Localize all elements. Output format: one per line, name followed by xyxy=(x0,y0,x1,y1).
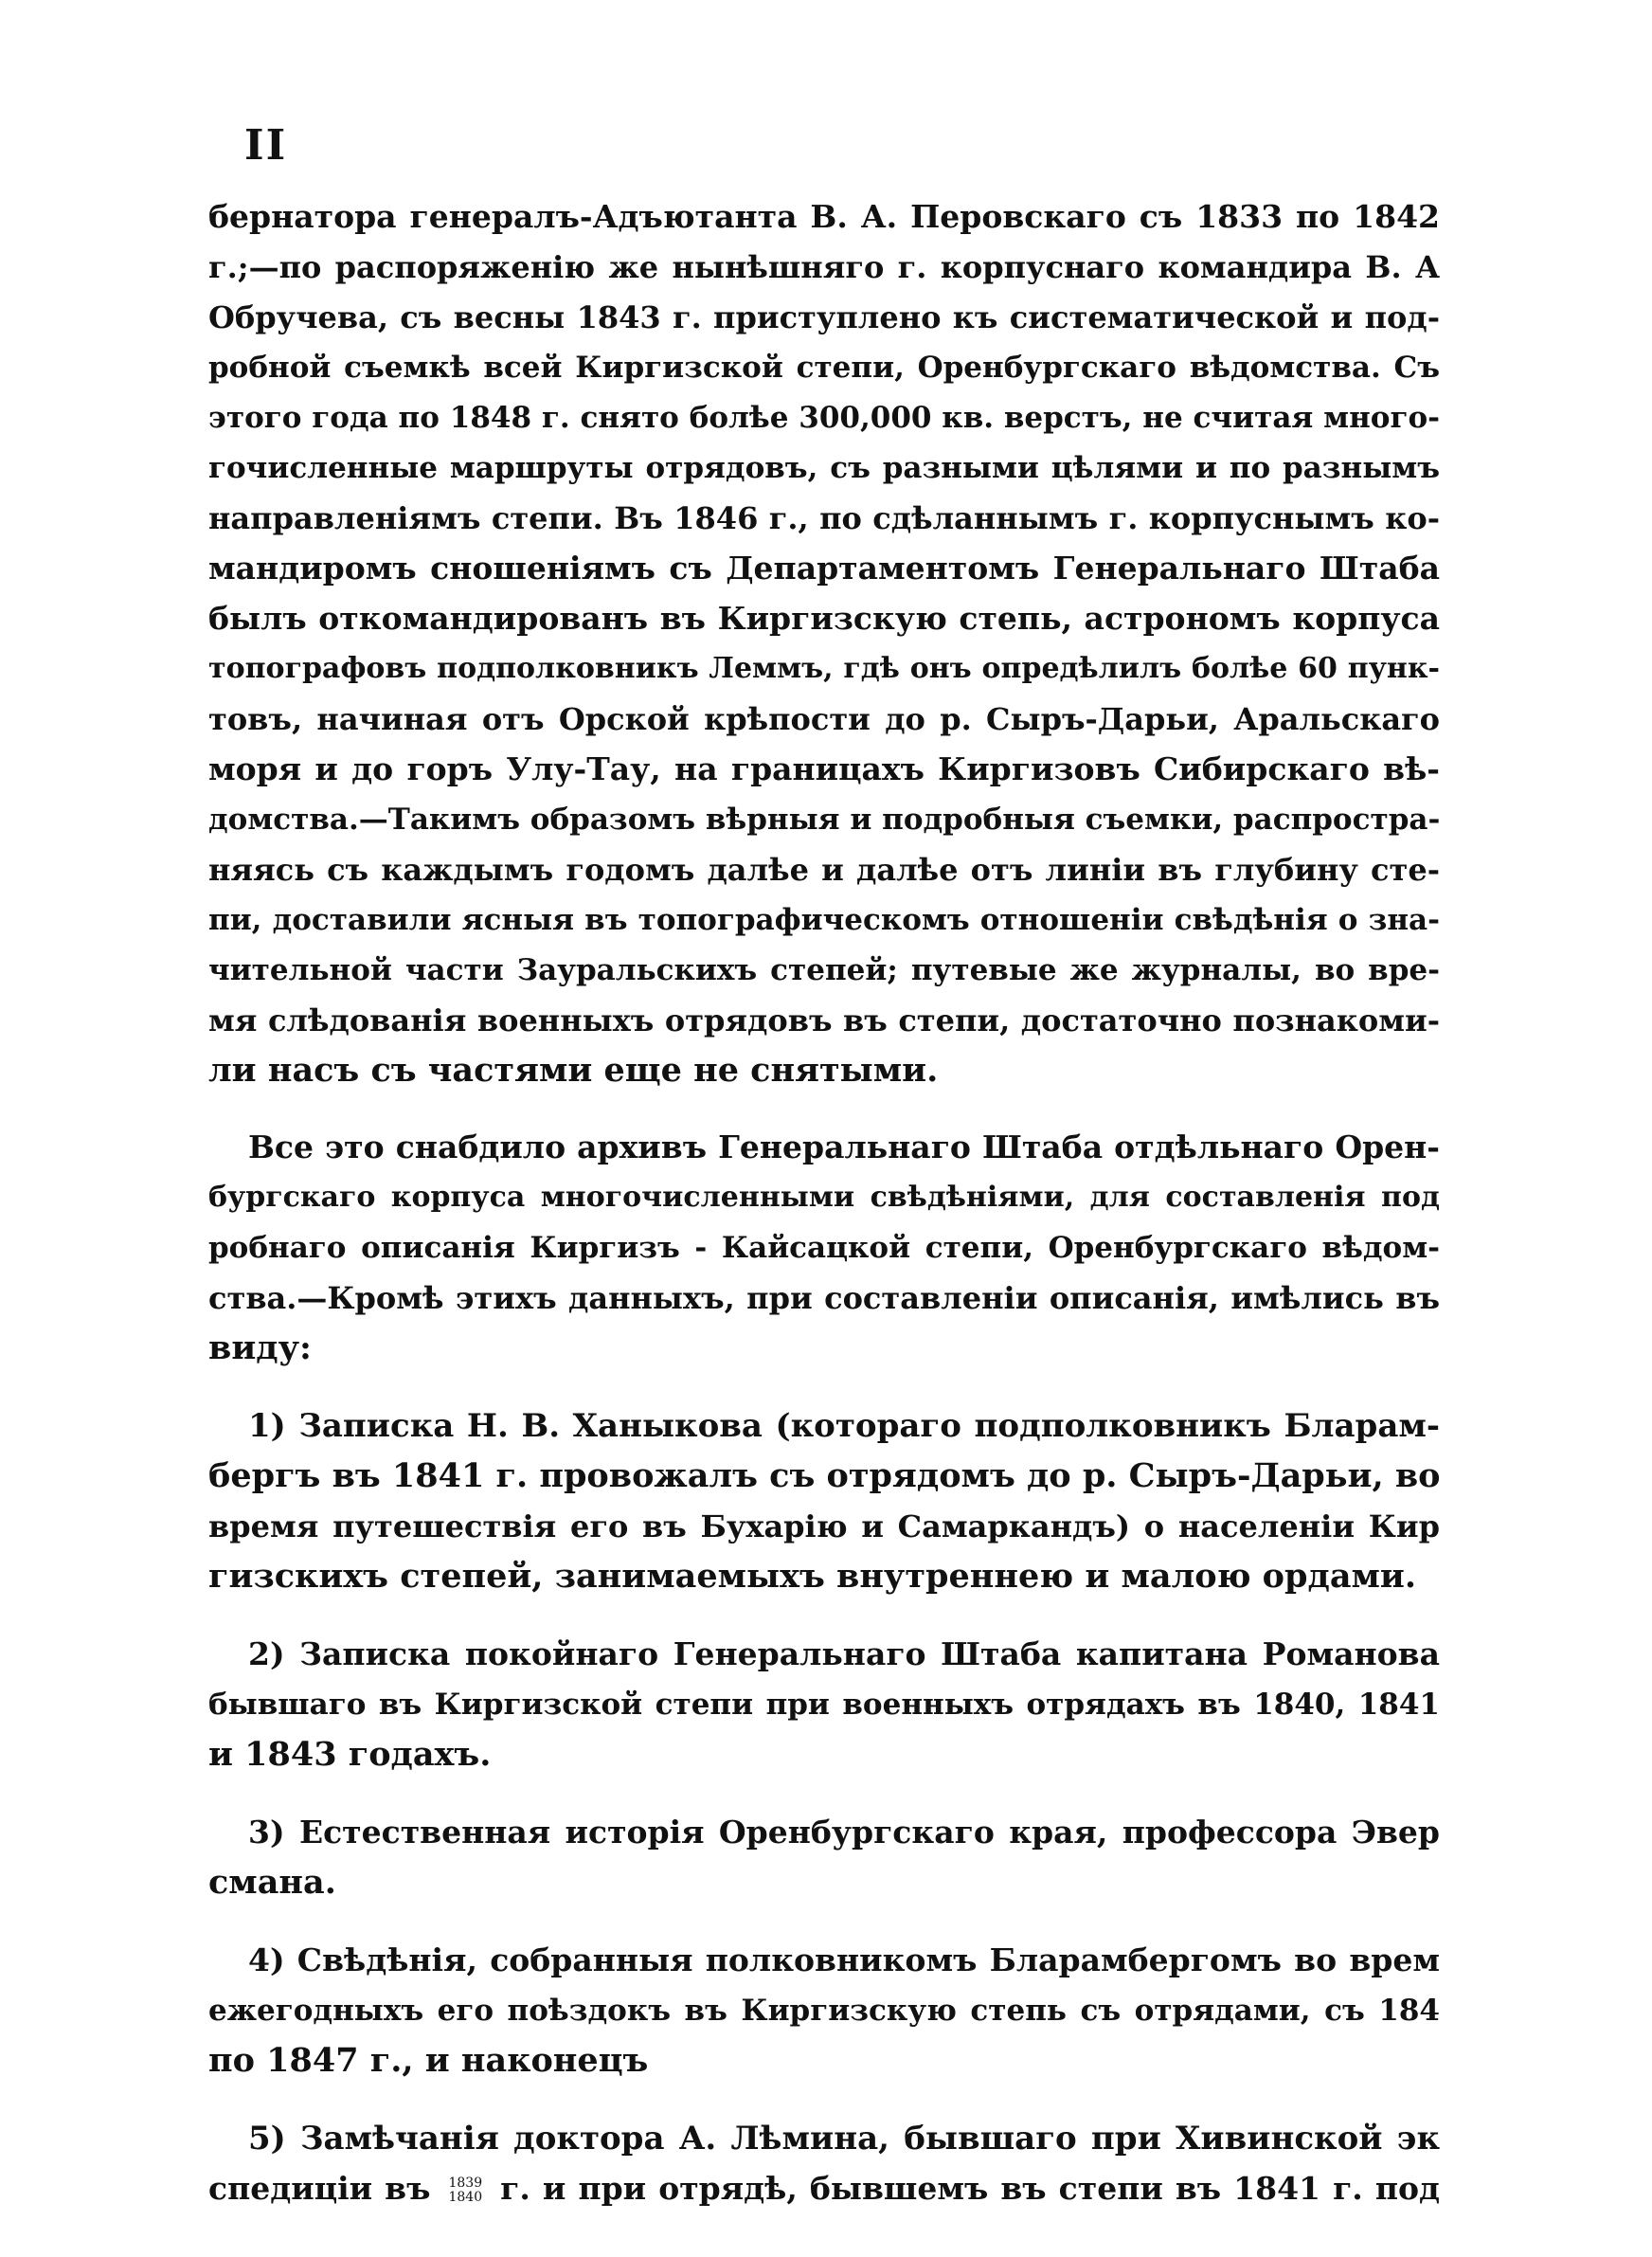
text-line: моря и до горъ Улу-Тау, на границахъ Киргизовъ Сибирскаго вѣ- xyxy=(208,750,1440,787)
page-number: II xyxy=(244,121,288,170)
text-line: 2) Записка покойнаго Генеральнаго Штаба капитана Романова xyxy=(248,1635,1440,1672)
text-line: направленіямъ степи. Въ 1846 г., по сдѣланнымъ г. корпуснымъ ко- xyxy=(208,500,1440,536)
text-line: виду: xyxy=(208,1328,312,1367)
text-line: этого года по 1848 г. снято болѣе 300,000 кв. верстъ, не считая много- xyxy=(208,401,1440,435)
text-line: ства.—Кромѣ этихъ данныхъ, при составленіи описанія, имѣлись въ xyxy=(208,1280,1440,1316)
text-line: и 1843 годахъ. xyxy=(208,1735,492,1774)
text-line: бургскаго корпуса многочисленными свѣдѣніями, для составленія под xyxy=(208,1181,1440,1214)
text-line: 4) Свѣдѣнія, собранныя полковникомъ Бларамбергомъ во врем xyxy=(248,1941,1440,1978)
text-line: бернатора генералъ-Адъютанта В. А. Перовскаго съ 1833 по 1842 xyxy=(208,198,1440,235)
text-line: чительной части Зауральскихъ степей; путевые же журналы, во вре- xyxy=(208,953,1440,987)
year-fraction xyxy=(448,2176,482,2205)
text-line: 1) Записка Н. В. Ханыкова (котораго подполковникъ Бларам- xyxy=(248,1407,1440,1445)
text-line: робной съемкѣ всей Киргизской степи, Оренбургскаго вѣдомства. Съ xyxy=(208,351,1440,385)
text-line: 3) Естественная исторія Оренбургскаго края, профессора Эвер xyxy=(248,1814,1440,1851)
text-line-with-fraction xyxy=(208,2165,1440,2212)
text-line: былъ откомандированъ въ Киргизскую степь, астрономъ корпуса xyxy=(208,600,1440,637)
text-line: ежегодныхъ его поѣздокъ въ Киргизскую степь съ отрядами, съ 184 xyxy=(208,1994,1440,2028)
text-line: ли насъ съ частями еще не снятыми. xyxy=(208,1051,939,1090)
text-line: время путешествія его въ Бухарію и Самаркандъ) о населеніи Кир xyxy=(208,1508,1440,1544)
text-line: гизскихъ степей, занимаемыхъ внутреннею и малою ордами. xyxy=(208,1557,1417,1596)
text-fragment: г. и при отрядѣ, бывшемъ въ степи въ 1841 г. под xyxy=(500,2170,1440,2207)
text-line: бывшаго въ Киргизской степи при военныхъ отрядахъ въ 1840, 1841 xyxy=(208,1688,1440,1722)
text-line: гочисленные маршруты отрядовъ, съ разными цѣлями и по разнымъ xyxy=(208,451,1440,485)
text-line: смана. xyxy=(208,1863,336,1902)
fraction-top: 1839 xyxy=(448,2176,483,2191)
text-line: бергъ въ 1841 г. провожалъ съ отрядомъ до р. Сыръ-Дарьи, во xyxy=(208,1456,1440,1495)
text-line: по 1847 г., и наконецъ xyxy=(208,2041,649,2080)
text-line: домства.—Такимъ образомъ вѣрныя и подробныя съемки, распростра- xyxy=(208,803,1440,837)
text-line: няясь съ каждымъ годомъ далѣе и далѣе отъ линіи въ глубину сте- xyxy=(208,852,1440,888)
text-line: мандиромъ сношеніямъ съ Департаментомъ Генеральнаго Штаба xyxy=(208,550,1440,587)
text-line: топографовъ подполковникъ Леммъ, гдѣ онъ опредѣлилъ болѣе 60 пунк- xyxy=(208,652,1440,685)
text-fragment: спедиціи въ xyxy=(208,2170,431,2207)
text-line: Обручева, съ весны 1843 г. приступлено къ систематической и под- xyxy=(208,299,1440,335)
text-line: 5) Замѣчанія доктора А. Лѣмина, бывшаго при Хивинской эк xyxy=(248,2120,1440,2158)
text-line: Все это снабдило архивъ Генеральнаго Штаба отдѣльнаго Орен- xyxy=(248,1128,1440,1165)
text-line: робнаго описанія Киргизъ - Кайсацкой степи, Оренбургскаго вѣдом- xyxy=(208,1231,1440,1265)
text-line: мя слѣдованія военныхъ отрядовъ въ степи, достаточно познакоми- xyxy=(208,1002,1440,1038)
text-line: г.;—по распоряженію же нынѣшняго г. корпуснаго командира В. А xyxy=(208,249,1440,285)
text-line: пи, доставили ясныя въ топографическомъ отношеніи свѣдѣнія о зна- xyxy=(208,903,1440,937)
fraction-bottom: 1840 xyxy=(448,2190,483,2205)
text-line: товъ, начиная отъ Орской крѣпости до р. Сыръ-Дарьи, Аральскаго xyxy=(208,701,1440,737)
